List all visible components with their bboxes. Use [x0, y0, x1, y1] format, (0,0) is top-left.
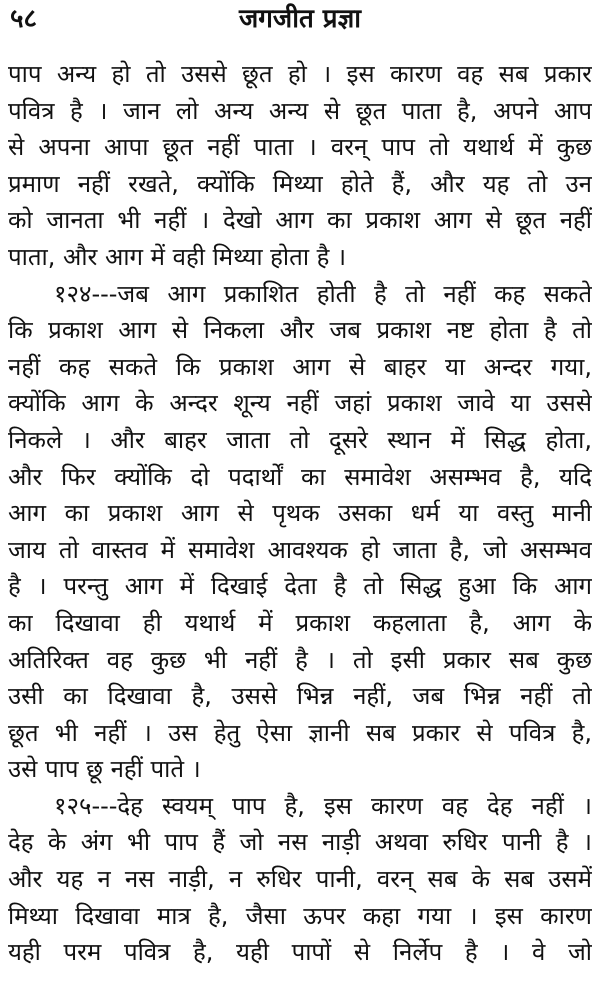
text-line: निकले । और बाहर जाता तो दूसरे स्थान में सिद्ध होता,	[8, 425, 592, 454]
text-line: कि प्रकाश आग से निकला और जब प्रकाश नष्ट होता है तो	[8, 316, 592, 345]
page-header	[0, 0, 600, 48]
text-line: को जानता भी नहीं । देखो आग का प्रकाश आग से छूत नहीं	[8, 206, 592, 235]
text-line: का दिखावा ही यथार्थ में प्रकाश कहलाता है, आग के	[8, 608, 592, 637]
text-line: क्योंकि आग के अन्दर शून्य नहीं जहां प्रकाश जावे या उससे	[8, 389, 592, 418]
text-line: और फिर क्योंकि दो पदार्थों का समावेश असम्भव है, यदि	[8, 462, 592, 491]
text-line: प्रमाण नहीं रखते, क्योंकि मिथ्या होते हैं, और यह तो उन	[8, 169, 592, 198]
text-line: देह के अंग भी पाप हैं जो नस नाड़ी अथवा रुधिर पानी है ।	[8, 828, 592, 857]
text-line: उसे पाप छू नहीं पाते ।	[8, 755, 201, 784]
text-line: १२४---जब आग प्रकाशित होती है तो नहीं कह सकते	[54, 279, 592, 308]
page-number: ५८	[10, 4, 38, 34]
text-line: १२५---देह स्वयम् पाप है, इस कारण वह देह नहीं ।	[54, 791, 592, 820]
body-text	[8, 56, 592, 971]
text-line: अतिरिक्त वह कुछ भी नहीं है । तो इसी प्रकार सब कुछ	[8, 645, 592, 674]
text-line: उसी का दिखावा है, उससे भिन्न नहीं, जब भिन्न नहीं तो	[8, 682, 592, 711]
text-line: मिथ्या दिखावा मात्र है, जैसा ऊपर कहा गया । इस कारण	[8, 901, 592, 930]
text-line: पाप अन्य हो तो उससे छूत हो । इस कारण वह सब प्रकार	[8, 60, 592, 88]
text-line: है । परन्तु आग में दिखाई देता है तो सिद्ध हुआ कि आग	[8, 572, 592, 601]
text-line: आग का प्रकाश आग से पृथक उसका धर्म या वस्तु मानी	[8, 499, 592, 528]
text-line: नहीं कह सकते कि प्रकाश आग से बाहर या अन्दर गया,	[8, 352, 592, 381]
text-line: पाता, और आग में वही मिथ्या होता है ।	[8, 242, 347, 271]
running-title: जगजीत प्रज्ञा	[238, 4, 362, 34]
text-line: पवित्र है । जान लो अन्य अन्य से छूत पाता है, अपने आप	[8, 96, 592, 125]
text-line: जाय तो वास्तव में समावेश आवश्यक हो जाता है, जो असम्भव	[8, 535, 592, 564]
text-line: से अपना आपा छूत नहीं पाता । वरन् पाप तो यथार्थ में कुछ	[8, 133, 592, 162]
text-line: छूत भी नहीं । उस हेतु ऐसा ज्ञानी सब प्रकार से पवित्र है,	[8, 718, 592, 747]
text-line: और यह न नस नाड़ी, न रुधिर पानी, वरन् सब के सब उसमें	[8, 865, 592, 894]
text-line: यही परम पवित्र है, यही पापों से निर्लेप है । वे जो	[8, 938, 592, 967]
